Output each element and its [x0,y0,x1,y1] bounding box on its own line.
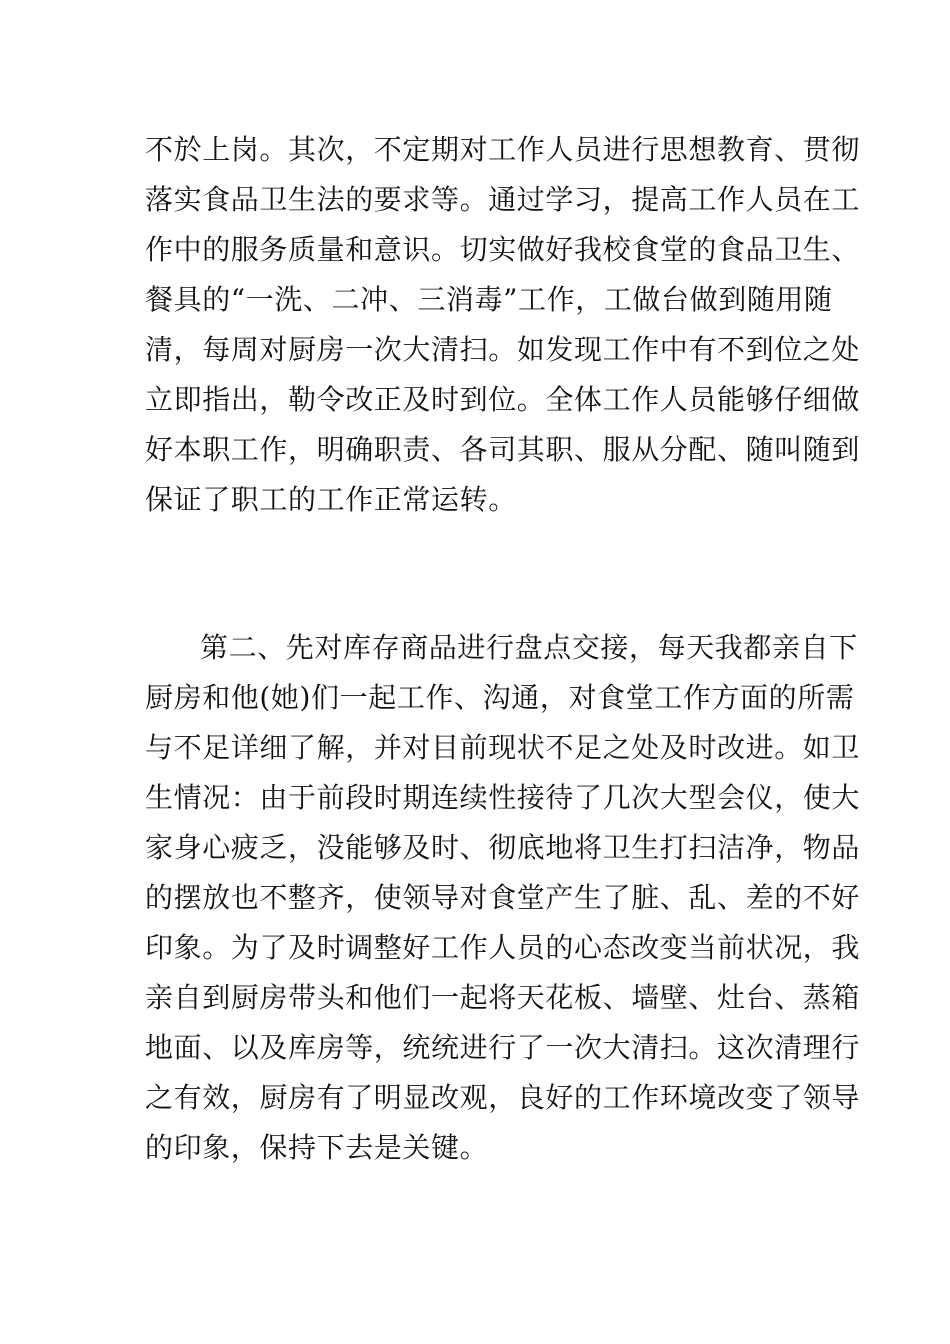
paragraph-2-line-2: 厨房和他(她)们一起工作、沟通，对食堂工作方面的所需 [145,681,855,714]
paragraph-1-line-7: 好本职工作，明确职责、各司其职、服从分配、随叫随到 [145,433,861,466]
paragraph-2-line-3: 与不足详细了解，并对目前现状不足之处及时改进。如卫 [145,731,861,764]
paragraph-1-line-1: 不於上岗。其次，不定期对工作人员进行思想教育、贯彻 [145,133,861,166]
paragraph-2-line-7: 印象。为了及时调整好工作人员的心态改变当前状况，我 [145,931,861,964]
paragraph-2-line-6: 的摆放也不整齐，使领导对食堂产生了脏、乱、差的不好 [145,881,861,914]
paragraph-2-line-8: 亲自到厨房带头和他们一起将天花板、墙壁、灶台、蒸箱 [145,981,861,1014]
paragraph-1-line-6: 立即指出，勒令改正及时到位。全体工作人员能够仔细做 [145,383,861,416]
paragraph-1-line-2: 落实食品卫生法的要求等。通过学习，提高工作人员在工 [145,183,861,216]
paragraph-1-line-4: 餐具的“一洗、二冲、三消毒”工作，工做台做到随用随 [145,283,833,316]
paragraph-2-line-4: 生情况：由于前段时期连续性接待了几次大型会仪，使大 [145,781,861,814]
paragraph-1-line-3: 作中的服务质量和意识。切实做好我校食堂的食品卫生、 [145,233,861,266]
paragraph-2-line-9: 地面、以及库房等，统统进行了一次大清扫。这次清理行 [145,1031,861,1064]
paragraph-1-line-5: 清，每周对厨房一次大清扫。如发现工作中有不到位之处 [145,333,861,366]
paragraph-2-line-11: 的印象，保持下去是关键。 [145,1131,489,1164]
paragraph-2-line-1: 第二、先对库存商品进行盘点交接，每天我都亲自下 [200,631,858,664]
paragraph-2-line-5: 家身心疲乏，没能够及时、彻底地将卫生打扫洁净，物品 [145,831,861,864]
paragraph-1-line-8: 保证了职工的工作正常运转。 [145,483,517,516]
paragraph-2-line-10: 之有效，厨房有了明显改观，良好的工作环境改变了领导 [145,1081,861,1114]
